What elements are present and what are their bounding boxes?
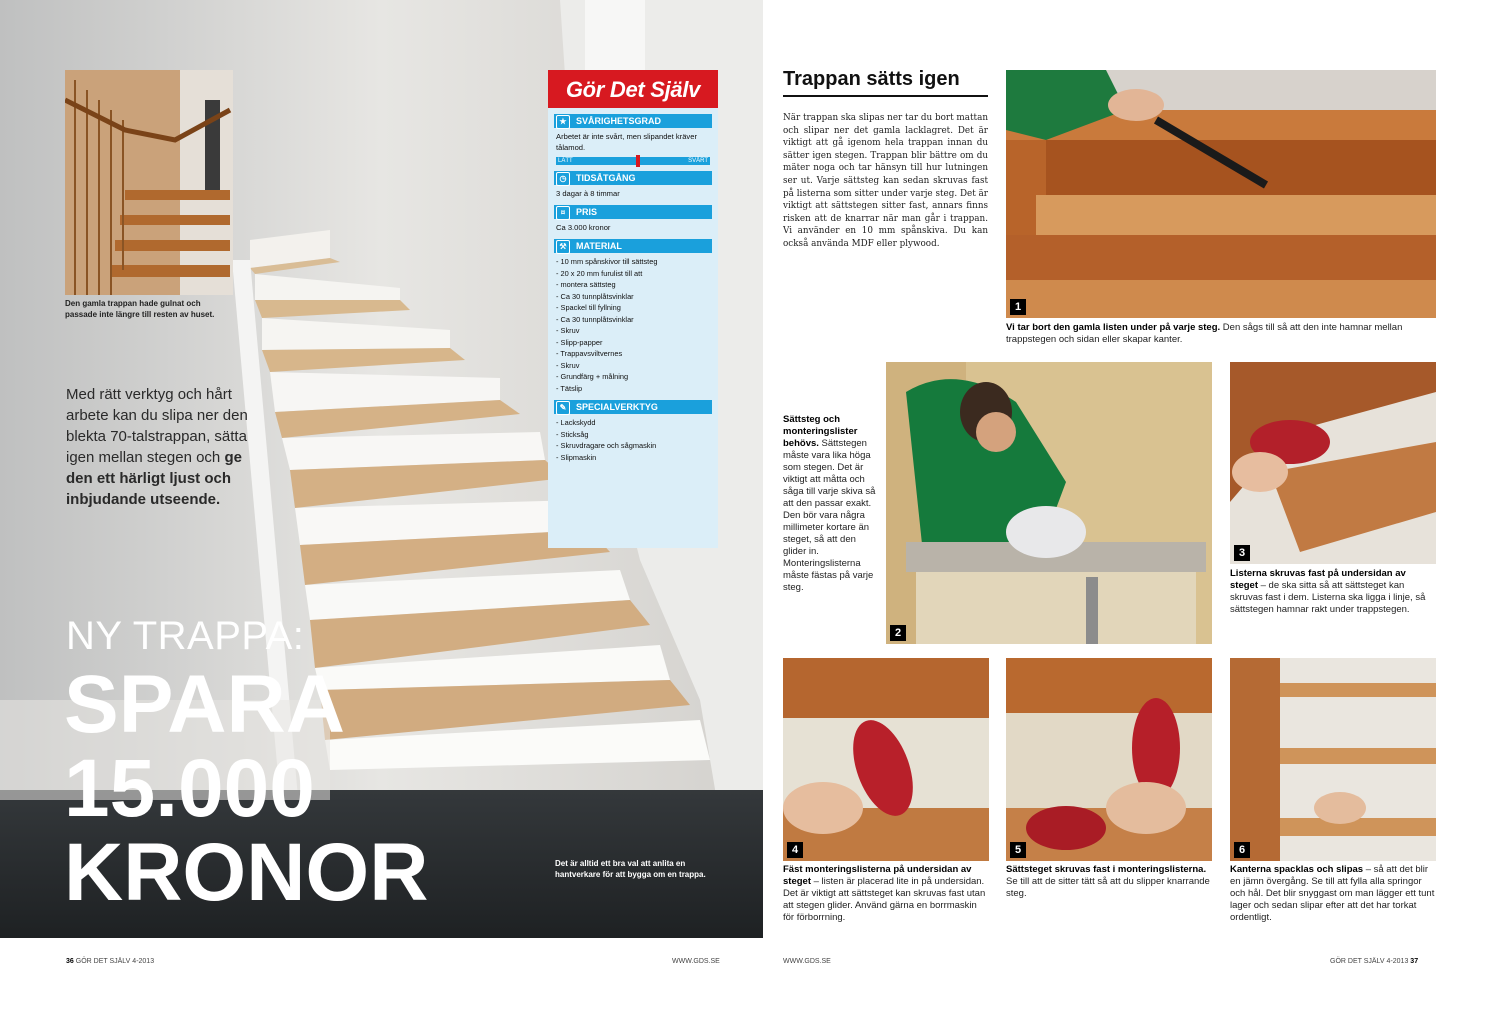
intro-plain: Med rätt verktyg och hårt arbete kan du slipa ner den blekta 70-talstrappan, sätta igen mellan stegen och — [66, 386, 248, 466]
photo-number-1: 1 — [1010, 299, 1026, 315]
caption-6 — [1230, 864, 1436, 936]
inset-caption: Den gamla trappan hade gulnat och passade inte längre till resten av huset. — [65, 299, 215, 319]
photo-number-2: 2 — [890, 625, 906, 641]
clock-icon: ◷ — [556, 172, 570, 186]
caption-4-bold: Fäst monteringslisterna på undersidan av steget — [783, 864, 972, 887]
list-item: - Slipp-papper — [556, 337, 710, 349]
article-heading: Trappan sätts igen — [783, 66, 988, 97]
fact-box-title: Gör Det Själv — [548, 70, 718, 108]
material-heading — [554, 239, 712, 253]
price-heading-label: PRIS — [576, 207, 598, 217]
photo-4-fastening-trim — [783, 658, 989, 861]
title-line-3: 15.000 — [64, 743, 315, 834]
caption-5-bold: Sättsteget skruvas fast i monteringslisterna. — [1006, 864, 1207, 875]
caption-1-text: Den sågs till så att den inte hamnar mellan trappstegen och sidan eller skapar kanter. — [1006, 322, 1403, 345]
time-heading — [554, 171, 712, 185]
photo-2-sawing — [886, 362, 1212, 644]
list-item: - Trappavsviltvernes — [556, 348, 710, 360]
list-item: - Ca 30 tunnplåtsvinklar — [556, 291, 710, 303]
caption-3 — [1230, 568, 1436, 648]
difficulty-bar — [556, 157, 710, 165]
list-item: - 20 x 20 mm furulist till att — [556, 268, 710, 280]
tools-heading — [554, 400, 712, 414]
photo-3-drilling-trim — [1230, 362, 1436, 564]
time-text: 3 dagar à 8 timmar — [556, 189, 620, 198]
photo-number-6: 6 — [1234, 842, 1250, 858]
left-issue: 4-2013 — [132, 958, 155, 965]
caption-2 — [783, 414, 878, 644]
difficulty-heading-label: SVÅRIGHETSGRAD — [576, 116, 662, 126]
intro-text — [66, 384, 251, 510]
photo-6-filling-edges — [1230, 658, 1436, 861]
difficulty-marker — [636, 155, 640, 167]
price-text: Ca 3.000 kronor — [556, 223, 611, 232]
list-item: - montera sättsteg — [556, 279, 710, 291]
footer-right — [1330, 958, 1418, 965]
caption-4 — [783, 864, 989, 936]
caption-2-bold: Sättsteg och monteringslister behövs. — [783, 414, 858, 449]
list-item: - Ca 30 tunnplåtsvinklar — [556, 314, 710, 326]
list-item: - Lackskydd — [556, 417, 710, 429]
caption-3-bold: Listerna skruvas fast på undersidan av steget — [1230, 568, 1406, 591]
material-heading-label: MATERIAL — [576, 241, 622, 251]
list-item: - Skruv — [556, 325, 710, 337]
material-list — [556, 256, 710, 394]
caption-6-bold: Kanterna spacklas och slipas — [1230, 864, 1364, 875]
caption-5-text: Se till att de sitter tätt så att du slipper knarrande steg. — [1006, 876, 1210, 899]
photo-number-4: 4 — [787, 842, 803, 858]
list-item: - Spackel till fyllning — [556, 302, 710, 314]
list-item: - Slipmaskin — [556, 452, 710, 464]
difficulty-bar-left: LÄTT — [558, 158, 573, 164]
caption-1 — [1006, 322, 1436, 346]
right-magazine-name: GÖR DET SJÄLV — [1330, 958, 1385, 965]
article-body: När trappan ska slipas ner tar du bort mattan och slipar ner det gamla lacklagret. Det är viktigt att gå igenom hela trappan innan du sätter igen stegen. Trappan blir bättre om du mäter noga och tar hänsyn till hur lutningen ser ut. Varje sättsteg kan sedan skruvas fast på listerna som sitter under varje steg. Det är viktigt att sättstegen sitter fast, annars finns risken att de knarrar när man går i trappan. Vi använder en 10 mm spånskiva. Du kan också använda MDF eller plywood. — [783, 113, 988, 249]
bottom-caption: Det är alltid ett bra val att anlita en hantverkare för att bygga om en trappa. — [555, 859, 706, 879]
list-item: - Tätslip — [556, 383, 710, 395]
footer-left — [66, 958, 154, 965]
list-item: - Skruvdragare och sågmaskin — [556, 440, 710, 452]
diy-fact-box — [548, 70, 718, 548]
title-line-1: NY TRAPPA: — [66, 614, 305, 658]
difficulty-bar-right: SVÅRT — [688, 158, 708, 164]
photo-5-screwing-riser — [1006, 658, 1212, 861]
coin-icon: ¤ — [556, 206, 570, 220]
right-issue: 4-2013 — [1386, 958, 1409, 965]
footer-left-url: WWW.GDS.SE — [672, 958, 720, 965]
saw-icon: ⚒ — [556, 240, 570, 254]
difficulty-heading — [554, 114, 712, 128]
title-line-2: SPARA — [64, 659, 345, 750]
photo-number-3: 3 — [1234, 545, 1250, 561]
intro-bold: ge den ett härligt ljust och inbjudande utseende. — [66, 449, 242, 508]
left-page-number: 36 — [66, 958, 74, 965]
tools-heading-label: SPECIALVERKTYG — [576, 402, 658, 412]
caption-4-text: – listen är placerad lite in på undersidan. Det är viktigt att sättsteget kan skruvas fast utan att stegen glider. Använd gärna en borrmaskin för förborrning. — [783, 876, 986, 923]
caption-3-text: – de ska sitta så att sättsteget kan skruvas fast i dem. Listerna ska ligga i linje, så sättstegen hamnar rakt under trappstegen. — [1230, 580, 1426, 615]
caption-2-text: Sättstegen måste vara lika höga som stegen. Det är viktigt att måtta och såga till varje skiva så att den passar exakt. Den bör vara några millimeter kortare än steget, så att den glider in. Monteringslisterna måste fästas på varje steg. — [783, 438, 876, 593]
title-line-4: KRONOR — [64, 827, 429, 918]
caption-1-bold: Vi tar bort den gamla listen under på varje steg. — [1006, 322, 1221, 333]
caption-5 — [1006, 864, 1212, 936]
list-item: - Skruv — [556, 360, 710, 372]
wrench-icon: ✎ — [556, 401, 570, 415]
difficulty-icon: ★ — [556, 115, 570, 129]
list-item: - Sticksåg — [556, 429, 710, 441]
time-heading-label: TIDSÅTGÅNG — [576, 173, 636, 183]
right-page-number: 37 — [1410, 958, 1419, 965]
difficulty-text: Arbetet är inte svårt, men slipandet kräver tålamod. — [556, 132, 697, 152]
photo-1-removing-trim — [1006, 70, 1436, 318]
list-item: - 10 mm spånskivor till sättsteg — [556, 256, 710, 268]
inset-photo-old-staircase — [65, 70, 233, 295]
photo-number-5: 5 — [1010, 842, 1026, 858]
tools-list — [556, 417, 710, 463]
caption-6-text: – så att det blir en jämn övergång. Se till att fylla alla springor och hål. Det blir snyggast om man lägger ett tunt lager och sedan slipar efter att det har torkat ordentligt. — [1230, 864, 1435, 923]
footer-right-url: WWW.GDS.SE — [783, 958, 831, 965]
left-magazine-name: GÖR DET SJÄLV — [75, 958, 131, 965]
price-heading — [554, 205, 712, 219]
list-item: - Grundfärg + målning — [556, 371, 710, 383]
